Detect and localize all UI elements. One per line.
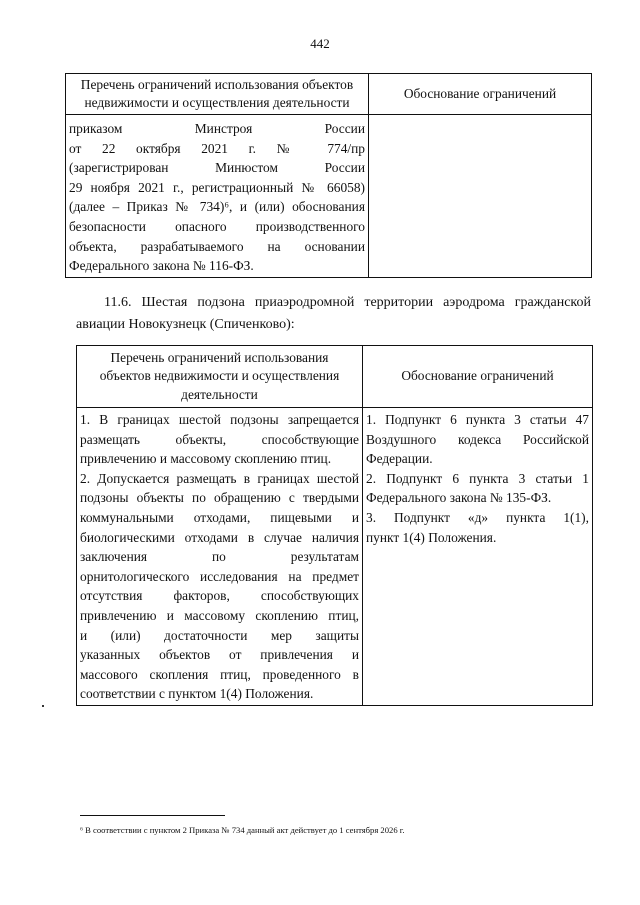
table2-right-line: Федерации.	[366, 451, 433, 467]
table2-left-line: 1. В границах шестой подзоны запрещается	[80, 412, 359, 427]
table2-justification-cell	[363, 408, 593, 706]
table1-text-line: приказом Минстроя России	[69, 121, 365, 136]
section-heading-line: авиации Новокузнецк (Спиченково):	[76, 317, 295, 332]
table2-left-line: массового скопления птиц, проведенного в	[80, 666, 359, 682]
table1-text-line: объекта, разрабатываемого на основании	[69, 238, 365, 254]
table2-right-line: 2. Подпункт 6 пункта 3 статьи 1	[366, 470, 589, 486]
table1-text-line: безопасности опасного производственного	[69, 218, 365, 234]
table1-header-line: недвижимости и осуществления деятельности	[84, 95, 350, 110]
table2-right-line: 1. Подпункт 6 пункта 3 статьи 47	[366, 412, 589, 427]
table1-text-line: от 22 октября 2021 г. № 774/пр	[69, 140, 365, 156]
table2-left-line: указанных объектов от привлечения и	[80, 647, 359, 663]
restrictions-table-continued	[65, 73, 592, 278]
table1-restrictions-cell	[66, 115, 369, 278]
sixth-subzone-table	[76, 345, 593, 706]
table2-header-line: Перечень ограничений использования	[110, 349, 329, 365]
table2-left-line: подзоны объекты по обращению с твердыми	[80, 490, 359, 506]
table1-text-line: (зарегистрирован Минюстом России	[69, 160, 365, 176]
table2-left-line: размещать объекты, способствующие	[80, 431, 359, 447]
table2-header-justification: Обоснование ограничений	[363, 346, 593, 408]
section-heading	[76, 292, 591, 336]
table2-restrictions-cell	[77, 408, 363, 706]
table2-left-line: коммунальными отходами, пищевыми и	[80, 509, 359, 525]
table2-right-line: 3. Подпункт «д» пункта 1(1),	[366, 509, 589, 525]
table1-header-restrictions	[66, 74, 369, 115]
page-number: 442	[310, 36, 330, 51]
table2-left-line: заключения по результатам	[80, 549, 359, 565]
scan-speck	[42, 705, 44, 707]
section-heading-line: 11.6. Шестая подзона приаэродромной территории аэродрома гражданской	[104, 295, 591, 310]
footnote-separator	[80, 815, 225, 816]
table2-left-line: привлечению и массовому скоплению птиц,	[80, 607, 359, 623]
table2-left-line: биологическими отходами в случае наличия	[80, 529, 359, 545]
table2-header-line: деятельности	[181, 386, 258, 402]
table1-justification-cell	[369, 115, 592, 278]
table2-left-line: и (или) достаточности мер защиты	[80, 627, 359, 643]
table1-text-line: 29 ноября 2021 г., регистрационный № 66058)	[69, 179, 365, 195]
table1-text-line: (далее – Приказ № 734)⁶, и (или) обоснования	[69, 199, 365, 215]
table2-right-line: Воздушного кодекса Российской	[366, 431, 589, 447]
table2-header-restrictions	[77, 346, 363, 408]
table2-left-line: привлечению и массовому скоплению птиц.	[80, 451, 332, 467]
table2-left-line: соответствии с пунктом 1(4) Положения.	[80, 686, 314, 702]
table1-header-line: Перечень ограничений использования объектов	[80, 76, 354, 92]
table2-header-line: объектов недвижимости и осуществления	[99, 368, 340, 384]
table1-header-justification: Обоснование ограничений	[369, 74, 592, 115]
table2-left-line: 2. Допускается размещать в границах шестой	[80, 470, 359, 486]
table2-left-line: орнитологического исследования на предмет	[80, 568, 359, 584]
table2-right-line: Федерального закона № 135-ФЗ.	[366, 490, 552, 506]
table2-right-line: пункт 1(4) Положения.	[366, 529, 497, 545]
footnote: ⁶ В соответствии с пунктом 2 Приказа № 734 данный акт действует до 1 сентября 2026 г.	[80, 825, 405, 835]
table2-left-line: отсутствия факторов, способствующих	[80, 588, 359, 604]
table1-text-line: Федерального закона № 116-ФЗ.	[69, 258, 254, 274]
